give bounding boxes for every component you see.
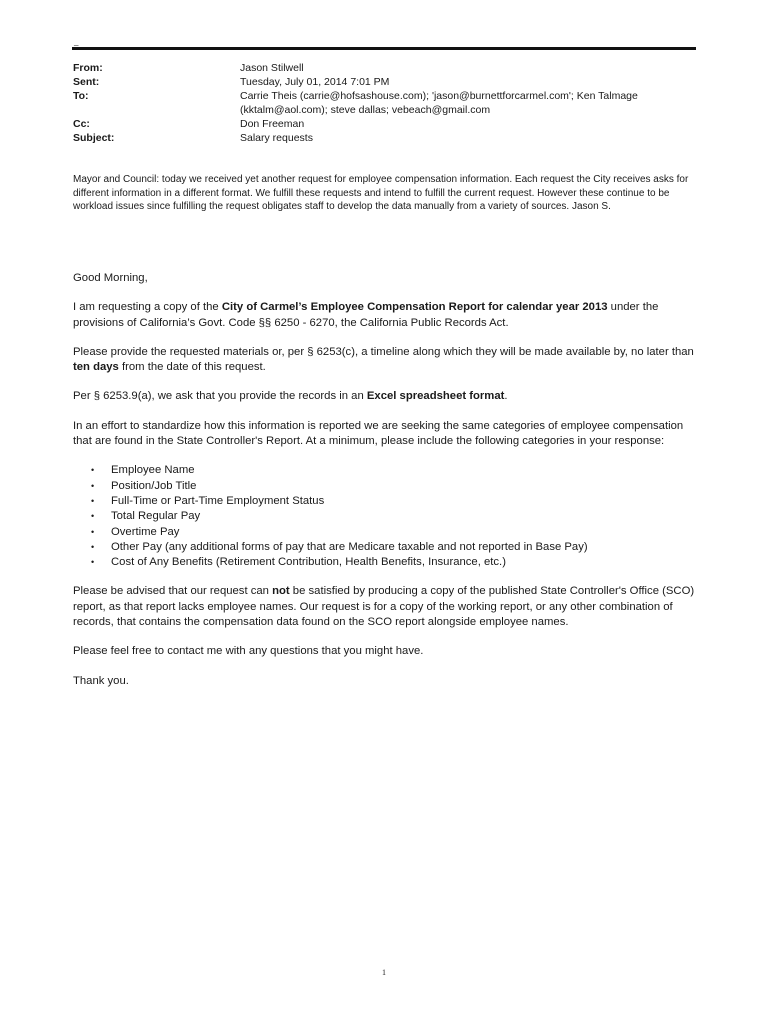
bullet-icon: • [91,541,95,552]
paragraph-advisory-text-a: Please be advised that our request can [73,585,273,598]
paragraph-timeline-text-a: Please provide the requested materials or, per § 6253(c), a timeline along which they will be made available by, no later than [73,345,694,358]
cc-label: Cc: [73,118,90,130]
list-item-label: Overtime Pay [111,525,180,538]
list-item-label: Total Regular Pay [111,510,201,523]
paragraph-advisory-text-c: be satisfied by producing a copy of the published State Controller's Office (SCO) report, as that report lacks employee names. Our request is for a copy of the working report, or any other combination of records, that contains the compensation data found on the SCO report alongside employee names. [73,585,695,629]
paragraph-format-text-c: . [504,390,508,403]
paragraph-timeline-text-c: from the date of this request. [118,361,266,374]
bullet-icon: • [91,526,95,537]
list-item-label: Other Pay (any additional forms of pay that are Medicare taxable and not reported in Base Pay) [111,540,588,553]
subject-row [73,131,703,145]
subject-label: Subject: [73,132,115,144]
paragraph-request-text-a: I am requesting a copy of the [73,301,222,314]
to-row [73,89,703,117]
list-item [73,540,697,555]
paragraph-timeline [73,345,697,376]
format-emphasis: Excel spreadsheet format [366,390,505,403]
bullet-icon: • [91,557,95,568]
paragraph-request-text-c: under the provisions of California’s Govt. Code §§ 6250 - 6270, the California Public Records Act. [73,301,659,329]
not-emphasis: not [272,585,290,598]
list-item [73,509,697,524]
to-value-line1: Carrie Theis (carrie@hofsashouse.com); 'jason@burnettforcarmel.com'; Ken Talmage [240,90,638,102]
closing: Thank you. [73,674,129,687]
paragraph-format [73,389,697,404]
report-title: City of Carmel’s Employee Compensation Report for calendar year 2013 [221,301,608,314]
list-item [73,525,697,540]
list-item-label: Full-Time or Part-Time Employment Status [111,494,325,507]
paragraph-request [73,300,697,331]
list-item [73,494,697,509]
to-label: To: [73,90,89,102]
list-item-label: Position/Job Title [111,479,197,492]
from-row [73,61,703,75]
top-mark: _ [74,37,79,46]
list-item [73,479,697,494]
bullet-icon: • [91,495,95,506]
to-value [240,89,680,117]
sent-label: Sent: [73,76,100,88]
cc-row [73,117,703,131]
from-label: From: [73,62,103,74]
list-item [73,463,697,478]
list-item [73,555,697,570]
message-body [73,271,697,689]
sent-value: Tuesday, July 01, 2014 7:01 PM [240,76,390,88]
sent-row [73,75,703,89]
forward-note: Mayor and Council: today we received yet another request for employee compensation information. Each request the City receives asks for different information in a different format. We fulfill these requests and intend to fulfill the current request. However these continue to be workload issues since fulfilling the request obligates staff to develop the data manually from a variety of sources. Jason S. [73,174,689,213]
email-header [73,61,703,145]
bullet-icon: • [91,465,95,476]
from-value: Jason Stilwell [240,62,304,74]
cc-value: Don Freeman [240,118,305,130]
subject-value: Salary requests [240,132,313,144]
list-item-label: Employee Name [111,464,195,477]
page-number: 1 [382,968,386,977]
greeting: Good Morning, [73,272,148,284]
paragraph-advisory [73,584,697,630]
header-rule [72,47,696,50]
deadline-emphasis: ten days [73,361,119,374]
to-value-line2: (kktalm@aol.com); steve dallas; vebeach@gmail.com [240,104,491,116]
paragraph-format-text-a: Per § 6253.9(a), we ask that you provide the records in an [73,390,367,403]
list-item-label: Cost of Any Benefits (Retirement Contribution, Health Benefits, Insurance, etc.) [111,556,506,569]
bullet-icon: • [91,480,95,491]
category-list [73,463,697,570]
paragraph-categories: In an effort to standardize how this information is reported we are seeking the same categories of employee compensation that are found in the State Controller's Report. At a minimum, please include the following categories in your response: [73,419,684,448]
paragraph-contact: Please feel free to contact me with any questions that you might have. [73,645,424,658]
bullet-icon: • [91,511,95,522]
